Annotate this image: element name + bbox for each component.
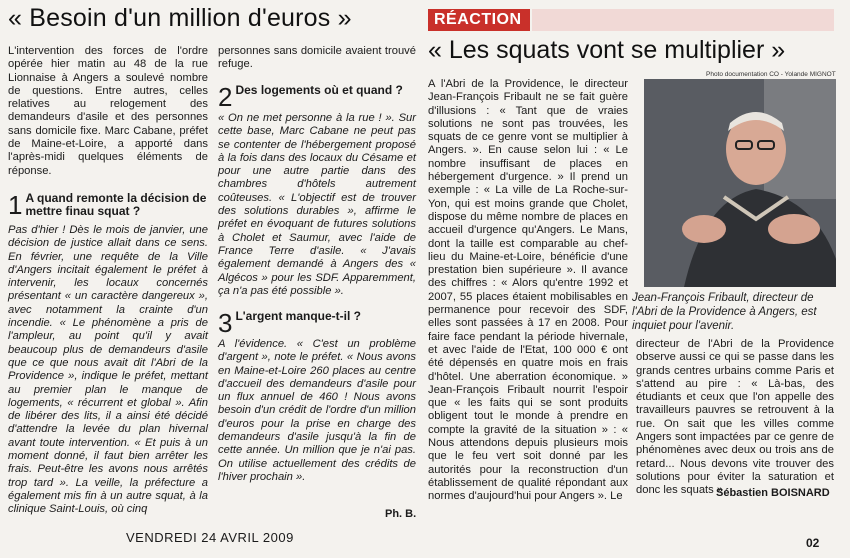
left-col2-body1 [218, 112, 416, 298]
right-article-title: « Les squats vont se multiplier » [428, 36, 786, 64]
question-2-heading [218, 84, 416, 110]
left-col1-body [8, 224, 208, 517]
photo-caption: Jean-François Fribault, directeur de l'Abri de la Providence à Angers, est inquiet pour l'avenir. [632, 292, 817, 332]
question-1-number: 1 [8, 190, 23, 220]
question-1-title: A quand remonte la décision de mettre finau squat ? [25, 191, 207, 218]
left-col2-body1-text: « On ne met personne à la rue ! ». Sur cette base, Marc Cabane ne peut pas se contenter de l'hébergement proposé à la fois dans des locaux du Césame et pour une autre partie dans des chambres d'hôtels autrement coûteuses. « L'objectif est de trouver des solutions durables », affirme le préfet en évoquant de futures solutions à Cholet et Saumur, avec l'aide de France Terre d'asile. « J'avais également demandé à Angers des « Algécos » pour les SDF. Apparemment, ça n'a pas été possible ». [218, 112, 416, 297]
left-article-title: « Besoin d'un million d'euros » [8, 4, 352, 32]
right-col-a-text: A l'Abri de la Providence, le directeur Jean-François Fribault ne se fait guère d'illusions : « Tant que de vraies solutions ne sont pas trouvées, les squats de ce genre vont se multiplier à Angers. ». En cause selon lui : « Le nombre insuffisant de places en hébergement d'urgence. » Il prend un exemple : « La ville de La Roche-sur-Yon, qui est moins grande que Cholet, dispose du même nombre de places en accueil d'urgence qu'Angers. Le Mans, dont la taille est comparable au chef-lieu du Maine-et-Loire, bénéficie d'une prestation bien supérieure ». Il avance des chiffres : « Alors qu'entre 1992 et 2007, 55 places étaient mobilisables en permanence pour recevoir des SDF, elles sont passées à 17 en 2008. Pour faire face pendant la période hivernale, et avec l'aide de l'Etat, 100 000 € ont été dépensés en quatre mois en frais d'hôtel. Une aberration économique. » Jean-François Fribault nourrit l'espoir que « les faits qui se sont produits obligent tout le monde à prendre en compte la gravité de la situation » : « Nous attendons depuis plusieurs mois que le feu vert soit donné par les autorités pour la reconstruction d'un établissement de qualité répondant aux normes d'aujourd'hui pour Angers ». Le [428, 78, 628, 503]
right-col-a [428, 78, 628, 504]
question-2-number: 2 [218, 82, 233, 112]
right-col-b [636, 338, 834, 498]
right-col-b-text: directeur de l'Abri de la Providence observe aussi ce qui se passe dans les grands centres urbains comme Paris et s'attend au pire : « Là-bas, des étudiants et ceux que l'on appelle des travailleurs pauvres se retrouvent à la rue. On sait que les villes comme Angers sont impactées par ce genre de phénomènes avec deux ou trois ans de retard... Nous devons vite trouver des solutions pour éviter la saturation et donc les squats ». [636, 338, 834, 497]
left-col2-body2 [218, 338, 416, 484]
photo-credit: Photo documentation CO - Yolande MIGNOT [706, 71, 836, 78]
left-col2-body2-text: A l'évidence. « C'est un problème d'argent », note le préfet. « Nous avons en Maine-et-Loire 260 places au centre d'accueil des demandeurs d'asile pour un flux annuel de 460 ! Nous avons besoin d'un crédit de l'ordre d'un million d'euros pour la prise en charge des demandeurs d'asile jusqu'à la fin de cette année. Un million que je n'ai pas. On utilise actuellement des crédits de l'hiver prochain ». [218, 338, 416, 483]
question-3-title: L'argent manque-t-il ? [235, 309, 361, 323]
page-number: 02 [806, 536, 820, 550]
question-1-heading [8, 192, 208, 218]
reaction-badge: RÉACTION [428, 9, 530, 31]
left-col2-top [218, 45, 416, 72]
question-3-heading [218, 310, 416, 336]
question-3-number: 3 [218, 308, 233, 338]
right-signature: Sébastien BOISNARD [716, 487, 830, 499]
left-intro-text: L'intervention des forces de l'ordre opérée hier matin au 48 de la rue Lionnaise à Angers a soulevé nombre de questions. Entre autres, celles relatives au relogement des demandeurs d'asile et des personnes sans domicile fixe. Marc Cabane, préfet de Maine-et-Loire, a apporté dans l'après-midi quelques éléments de réponse. [8, 45, 208, 177]
left-col2-top-text: personnes sans domicile avaient trouvé refuge. [218, 45, 416, 71]
left-intro [8, 45, 208, 178]
left-col1-body-text: Pas d'hier ! Dès le mois de janvier, une décision de justice allait dans ce sens. En février, une requête de la Ville d'Angers incitait également le préfet à intervenir, les locaux concernés présentant « un caractère dangereux », avec notamment la crainte d'un incendie. « Le phénomène a pris de l'ampleur, au point qu'il y avait beaucoup plus de demandeurs d'asile que ce que nous avait dit l'Abri de la Providence », indique le préfet, mettant au premier plan le manque de logements, « récurrent et global ». Afin de libérer des lits, il a ainsi été décidé d'attendre la levée du plan hivernal avant toute intervention. « Et puis à un moment donné, il faut bien arrêter les frais. Peut-être les avons nous arrêtés trop tard ». La veille, la préfecture a également mis fin à un autre squat, à la clinique Saint-Louis, où cinq [8, 224, 208, 516]
question-2-title: Des logements où et quand ? [235, 83, 403, 97]
footer-date: VENDREDI 24 AVRIL 2009 [126, 530, 294, 545]
reaction-rule [532, 9, 834, 31]
portrait-photo [644, 79, 836, 287]
left-signature: Ph. B. [385, 508, 417, 520]
portrait-illustration [644, 79, 836, 287]
